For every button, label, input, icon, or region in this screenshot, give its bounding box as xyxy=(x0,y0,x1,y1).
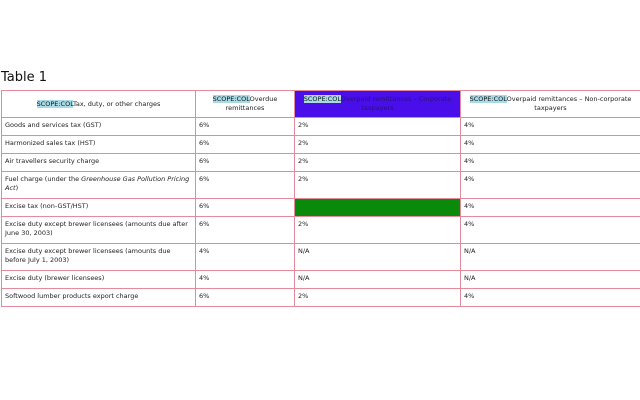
cell-overdue: 6% xyxy=(196,154,295,172)
scope-tag: SCOPE:COL xyxy=(36,99,73,108)
table-row xyxy=(2,154,640,172)
cell-noncorporate: 4% xyxy=(461,136,640,154)
table-row xyxy=(2,118,640,136)
cell-noncorporate: 4% xyxy=(461,118,640,136)
header-label: Overpaid remittances – Non-corporate taxpayers xyxy=(506,95,632,112)
cell-charge: Excise tax (non-GST/HST) xyxy=(2,199,196,217)
cell-overdue: 4% xyxy=(196,271,295,289)
charge-text: Fuel charge (under the xyxy=(5,175,82,183)
cell-corporate: 2% xyxy=(295,118,461,136)
header-label: Tax, duty, or other charges xyxy=(72,99,161,108)
cell-noncorporate: N/A xyxy=(461,271,640,289)
header-overpaid-corporate xyxy=(295,91,461,118)
header-label: Overpaid remittances – Corporate taxpayers xyxy=(340,95,452,112)
table-row xyxy=(2,244,640,271)
cell-charge: Softwood lumber products export charge xyxy=(2,289,196,307)
cell-overdue: 6% xyxy=(196,289,295,307)
table-row xyxy=(2,217,640,244)
cell-corporate: 2% xyxy=(295,289,461,307)
cell-overdue: 6% xyxy=(196,118,295,136)
cell-overdue: 6% xyxy=(196,199,295,217)
header-charges xyxy=(2,91,196,118)
cell-corporate: 2% xyxy=(295,136,461,154)
cell-charge: Harmonized sales tax (HST) xyxy=(2,136,196,154)
cell-corporate: N/A xyxy=(295,271,461,289)
interest-rates-table xyxy=(1,90,640,307)
charge-text: ) xyxy=(15,184,19,192)
header-row xyxy=(2,91,640,118)
cell-corporate: 2% xyxy=(295,172,461,199)
table-row xyxy=(2,136,640,154)
cell-corporate: 2% xyxy=(295,217,461,244)
cell-noncorporate: N/A xyxy=(461,244,640,271)
cell-charge: Air travellers security charge xyxy=(2,154,196,172)
cell-charge: Excise duty (brewer licensees) xyxy=(2,271,196,289)
cell-charge: Excise duty except brewer licensees (amounts due after June 30, 2003) xyxy=(2,217,196,244)
cell-noncorporate: 4% xyxy=(461,172,640,199)
cell-overdue: 6% xyxy=(196,172,295,199)
table-row xyxy=(2,271,640,289)
cell-corporate: N/A xyxy=(295,244,461,271)
table-row xyxy=(2,199,640,217)
cell-noncorporate: 4% xyxy=(461,289,640,307)
act-name: Greenhouse Gas Pollution Pricing Act xyxy=(5,175,190,192)
cell-noncorporate: 4% xyxy=(461,199,640,217)
cell-corporate-highlighted: 2% xyxy=(295,199,461,217)
table-row xyxy=(2,172,640,199)
cell-noncorporate: 4% xyxy=(461,217,640,244)
cell-overdue: 6% xyxy=(196,136,295,154)
header-overpaid-noncorporate xyxy=(461,91,640,118)
cell-overdue: 4% xyxy=(196,244,295,271)
cell-charge: Excise duty except brewer licensees (amounts due before July 1, 2003) xyxy=(2,244,196,271)
cell-charge: Goods and services tax (GST) xyxy=(2,118,196,136)
cell-overdue: 6% xyxy=(196,217,295,244)
cell-charge xyxy=(2,172,196,199)
scope-tag: SCOPE:COL xyxy=(303,95,341,103)
cell-corporate: 2% xyxy=(295,154,461,172)
header-overdue xyxy=(196,91,295,118)
cell-noncorporate: 4% xyxy=(461,154,640,172)
table-row xyxy=(2,289,640,307)
table-caption: Table 1 xyxy=(1,70,48,85)
scope-tag: SCOPE:COL xyxy=(469,95,507,103)
scope-tag: SCOPE:COL xyxy=(212,95,250,103)
header-label: Overdue remittances xyxy=(225,95,278,112)
